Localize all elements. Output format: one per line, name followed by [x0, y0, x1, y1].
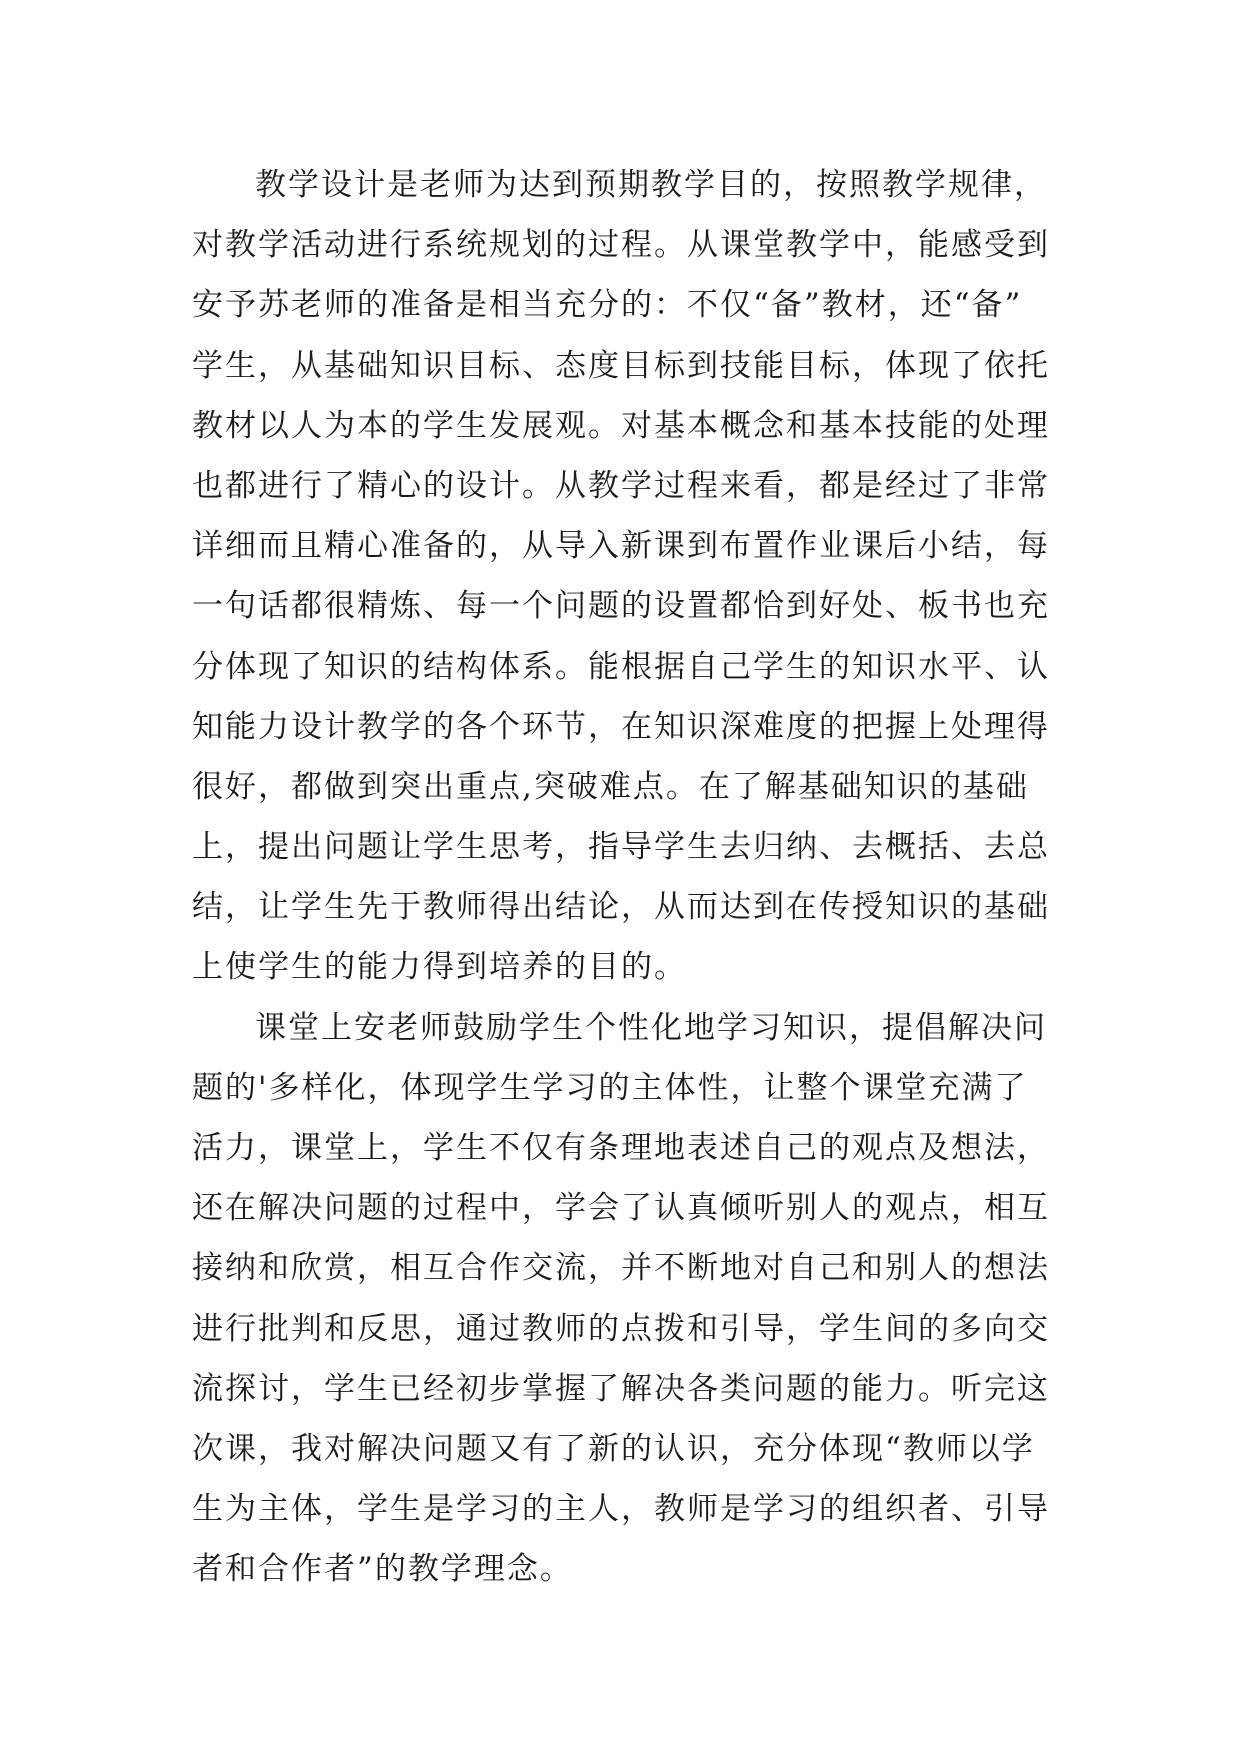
- text-line: 题的'多样化，体现学生学习的主体性，让整个课堂充满了: [192, 1069, 1028, 1106]
- text-line: 上，提出问题让学生思考，指导学生去归纳、去概括、去总: [192, 829, 1050, 866]
- text-line: 很好，都做到突出重点,突破难点。在了解基础知识的基础: [192, 768, 1029, 805]
- text-line: 生为主体，学生是学习的主人，教师是学习的组织者、引导: [192, 1491, 1050, 1528]
- text-line: 还在解决问题的过程中，学会了认真倾听别人的观点，相互: [192, 1190, 1050, 1227]
- text-line: 流探讨，学生已经初步掌握了解决各类问题的能力。听完这: [192, 1370, 1050, 1407]
- text-line: 学生，从基础知识目标、态度目标到技能目标，体现了依托: [192, 347, 1050, 384]
- text-line: 活力，课堂上，学生不仅有条理地表述自己的观点及想法，: [192, 1130, 1050, 1166]
- text-line: 教材以人为本的学生发展观。对基本概念和基本技能的处理: [192, 407, 1050, 444]
- text-line: 对教学活动进行系统规划的过程。从课堂教学中，能感受到: [192, 227, 1050, 264]
- text-line: 接纳和欣赏，相互合作交流，并不断地对自己和别人的想法: [192, 1250, 1050, 1287]
- text-line: 进行批判和反思，通过教师的点拨和引导，学生间的多向交: [192, 1310, 1050, 1347]
- text-line: 教学设计是老师为达到预期教学目的，按照教学规律，: [255, 167, 1047, 203]
- text-line: 分体现了知识的结构体系。能根据自己学生的知识水平、认: [192, 648, 1050, 685]
- document-body: [192, 155, 1062, 1600]
- text-line: 结，让学生先于教师得出结论，从而达到在传授知识的基础: [192, 889, 1050, 926]
- text-line: 一句话都很精炼、每一个问题的设置都恰到好处、板书也充: [192, 588, 1050, 625]
- text-line: 次课，我对解决问题又有了新的认识，充分体现“教师以学: [192, 1430, 1035, 1467]
- text-line: 上使学生的能力得到培养的目的。: [192, 949, 687, 986]
- text-line: 详细而且精心准备的，从导入新课到布置作业课后小结，每: [192, 528, 1050, 565]
- text-line: 课堂上安老师鼓励学生个性化地学习知识，提倡解决问: [255, 1009, 1047, 1046]
- text-line: 安予苏老师的准备是相当充分的：不仅“备”教材，还“备”: [192, 287, 1023, 324]
- text-line: 知能力设计教学的各个环节，在知识深难度的把握上处理得: [192, 708, 1050, 745]
- text-line: 者和合作者”的教学理念。: [192, 1551, 573, 1588]
- text-line: 也都进行了精心的设计。从教学过程来看，都是经过了非常: [192, 467, 1050, 504]
